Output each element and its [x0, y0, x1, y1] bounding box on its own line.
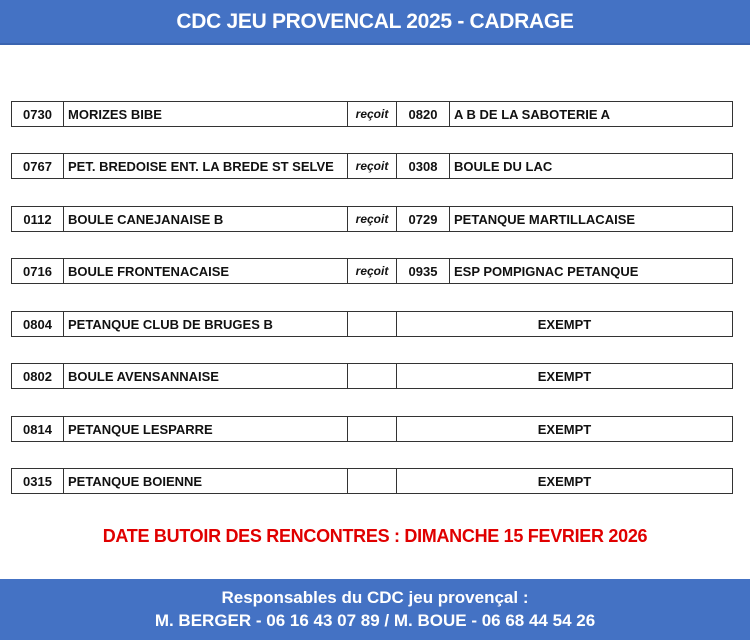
vs-label: reçoit [348, 102, 397, 126]
exempt-row [11, 416, 733, 442]
home-code: 0730 [12, 102, 64, 126]
contacts-heading: Responsables du CDC jeu provençal : [221, 588, 529, 607]
team-name: PETANQUE LESPARRE [64, 417, 348, 441]
exempt-row [11, 311, 733, 337]
away-team: ESP POMPIGNAC PETANQUE [454, 263, 639, 279]
contacts-footer [0, 579, 750, 640]
deadline-notice: DATE BUTOIR DES RENCONTRES : DIMANCHE 15 FEVRIER 2026 [102, 526, 648, 546]
page-header [0, 0, 750, 45]
empty-vs-cell [348, 469, 397, 493]
away-team: A B DE LA SABOTERIE A [454, 106, 611, 122]
team-code: 0315 [12, 469, 64, 493]
home-code: 0716 [12, 259, 64, 283]
away-team: BOULE DU LAC [454, 158, 553, 174]
exempt-row [11, 363, 733, 389]
vs-label: reçoit [348, 207, 397, 231]
away-code: 0935 [397, 259, 450, 283]
team-name: PETANQUE BOIENNE [64, 469, 348, 493]
empty-vs-cell [348, 312, 397, 336]
exempt-row [11, 468, 733, 494]
match-row [11, 153, 733, 179]
team-name: BOULE AVENSANNAISE [64, 364, 348, 388]
home-code: 0767 [12, 154, 64, 178]
away-team: PETANQUE MARTILLACAISE [454, 211, 636, 227]
team-code: 0814 [12, 417, 64, 441]
empty-vs-cell [348, 417, 397, 441]
home-code: 0112 [12, 207, 64, 231]
exempt-label: EXEMPT [537, 421, 592, 437]
exempt-label: EXEMPT [537, 368, 592, 384]
match-row [11, 101, 733, 127]
away-code: 0729 [397, 207, 450, 231]
home-team: PET. BREDOISE ENT. LA BREDE ST SELVE [64, 154, 348, 178]
away-code: 0820 [397, 102, 450, 126]
page-title: CDC JEU PROVENCAL 2025 - CADRAGE [176, 9, 574, 33]
home-team: BOULE CANEJANAISE B [64, 207, 348, 231]
match-row [11, 258, 733, 284]
contacts-phones: M. BERGER - 06 16 43 07 89 / M. BOUE - 06 68 44 54 26 [154, 611, 596, 630]
home-team: BOULE FRONTENACAISE [64, 259, 348, 283]
match-row [11, 206, 733, 232]
team-code: 0804 [12, 312, 64, 336]
away-code: 0308 [397, 154, 450, 178]
vs-label: reçoit [348, 154, 397, 178]
exempt-label: EXEMPT [537, 473, 592, 489]
team-name: PETANQUE CLUB DE BRUGES B [64, 312, 348, 336]
empty-vs-cell [348, 364, 397, 388]
home-team: MORIZES BIBE [64, 102, 348, 126]
exempt-label: EXEMPT [537, 316, 592, 332]
vs-label: reçoit [348, 259, 397, 283]
team-code: 0802 [12, 364, 64, 388]
